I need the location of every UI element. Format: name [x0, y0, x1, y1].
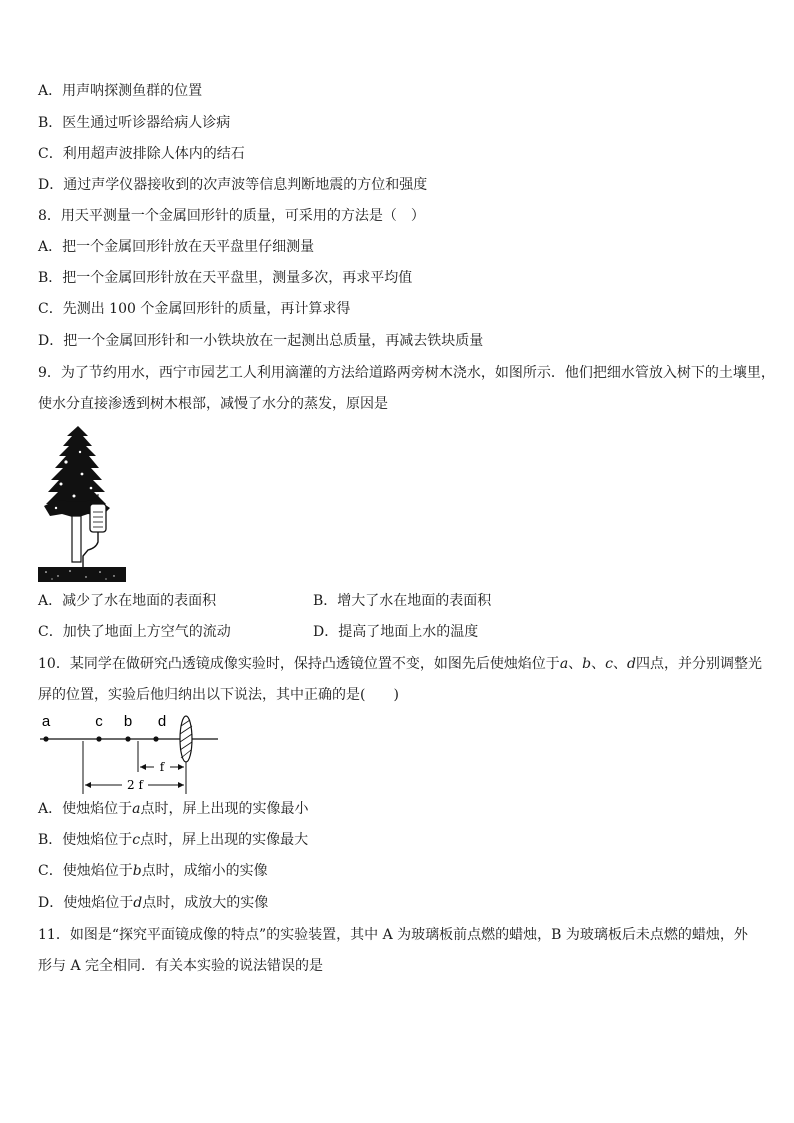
q10-var-d: d: [626, 656, 636, 672]
q10-c-var: b: [132, 863, 142, 879]
convex-lens-diagram: [36, 708, 222, 796]
q8-option-b: B．把一个金属回形针放在天平盘里，测量多次，再求平均值: [38, 270, 413, 286]
q10-b-var: c: [132, 832, 141, 848]
q9-option-d: D．提高了地面上水的温度: [313, 624, 479, 640]
q10-option-d: [38, 894, 268, 912]
q10-a-var: a: [132, 801, 141, 817]
q9-option-b: B．增大了水在地面的表面积: [313, 593, 492, 609]
q10-d-pre: D．使烛焰位于: [38, 895, 134, 911]
q10-d-post: 点时，成放大的实像: [142, 895, 269, 911]
q10-sep3: 、: [612, 656, 627, 672]
q10-var-b: b: [582, 656, 592, 672]
q10-c-pre: C．使烛焰位于: [38, 863, 133, 879]
q11-stem-line1: 11．如图是“探究平面镜成像的特点”的实验装置，其中 A 为玻璃板前点燃的蜡烛，B 为玻璃板后未点燃的蜡烛，外: [38, 927, 748, 943]
label-f: f: [159, 760, 165, 774]
q8-option-c: C．先测出 100 个金属回形针的质量，再计算求得: [38, 301, 351, 317]
q10-c-post: 点时，成缩小的实像: [141, 863, 268, 879]
q10-option-c: [38, 862, 268, 880]
q10-stem-line2: 屏的位置，实验后他归纳出以下说法，其中正确的是( ): [38, 687, 399, 703]
q7-option-c: C．利用超声波排除人体内的结石: [38, 146, 245, 162]
q10-stem-line1: [38, 655, 762, 673]
q9-stem-line2: 使水分直接渗透到树木根部，减慢了水分的蒸发，原因是: [38, 396, 388, 412]
q10-var-c: c: [605, 656, 613, 672]
q8-stem: 8．用天平测量一个金属回形针的质量，可采用的方法是（ ）: [38, 208, 425, 224]
label-d: d: [157, 713, 167, 730]
q7-option-a: A．用声呐探测鱼群的位置: [38, 83, 203, 99]
q9-option-a: A．减少了水在地面的表面积: [38, 593, 217, 609]
q10-a-pre: A．使烛焰位于: [38, 801, 133, 817]
q10-option-a: [38, 800, 308, 818]
label-c: c: [95, 713, 103, 730]
q9-option-c: C．加快了地面上方空气的流动: [38, 624, 231, 640]
q7-option-b: B．医生通过听诊器给病人诊病: [38, 115, 231, 131]
q8-option-a: A．把一个金属回形针放在天平盘里仔细测量: [38, 239, 315, 255]
label-2f: 2 f: [127, 778, 143, 792]
q10-stem-part1: 10．某同学在做研究凸透镜成像实验时，保持凸透镜位置不变，如图先后使烛焰位于: [38, 656, 560, 672]
q10-sep1: 、: [568, 656, 583, 672]
q10-var-a: a: [559, 656, 569, 672]
label-b: b: [123, 713, 133, 730]
q7-option-d: D．通过声学仪器接收到的次声波等信息判断地震的方位和强度: [38, 177, 428, 193]
q10-sep2: 、: [591, 656, 606, 672]
q10-stem-part2: 四点，并分别调整光: [635, 656, 762, 672]
q10-a-post: 点时，屏上出现的实像最小: [140, 801, 309, 817]
q10-option-b: [38, 831, 308, 849]
q8-option-d: D．把一个金属回形针和一小铁块放在一起测出总质量，再减去铁块质量: [38, 333, 484, 349]
tree-drip-irrigation-illustration: [36, 422, 128, 584]
q10-d-var: d: [133, 895, 143, 911]
q11-stem-line2: 形与 A 完全相同．有关本实验的说法错误的是: [38, 958, 324, 974]
label-a: a: [41, 713, 51, 730]
q10-b-pre: B．使烛焰位于: [38, 832, 133, 848]
q9-stem-line1: 9．为了节约用水，西宁市园艺工人利用滴灌的方法给道路两旁树木浇水，如图所示．他们把细水管放入树下的土壤里，: [38, 365, 775, 381]
q10-b-post: 点时，屏上出现的实像最大: [140, 832, 309, 848]
